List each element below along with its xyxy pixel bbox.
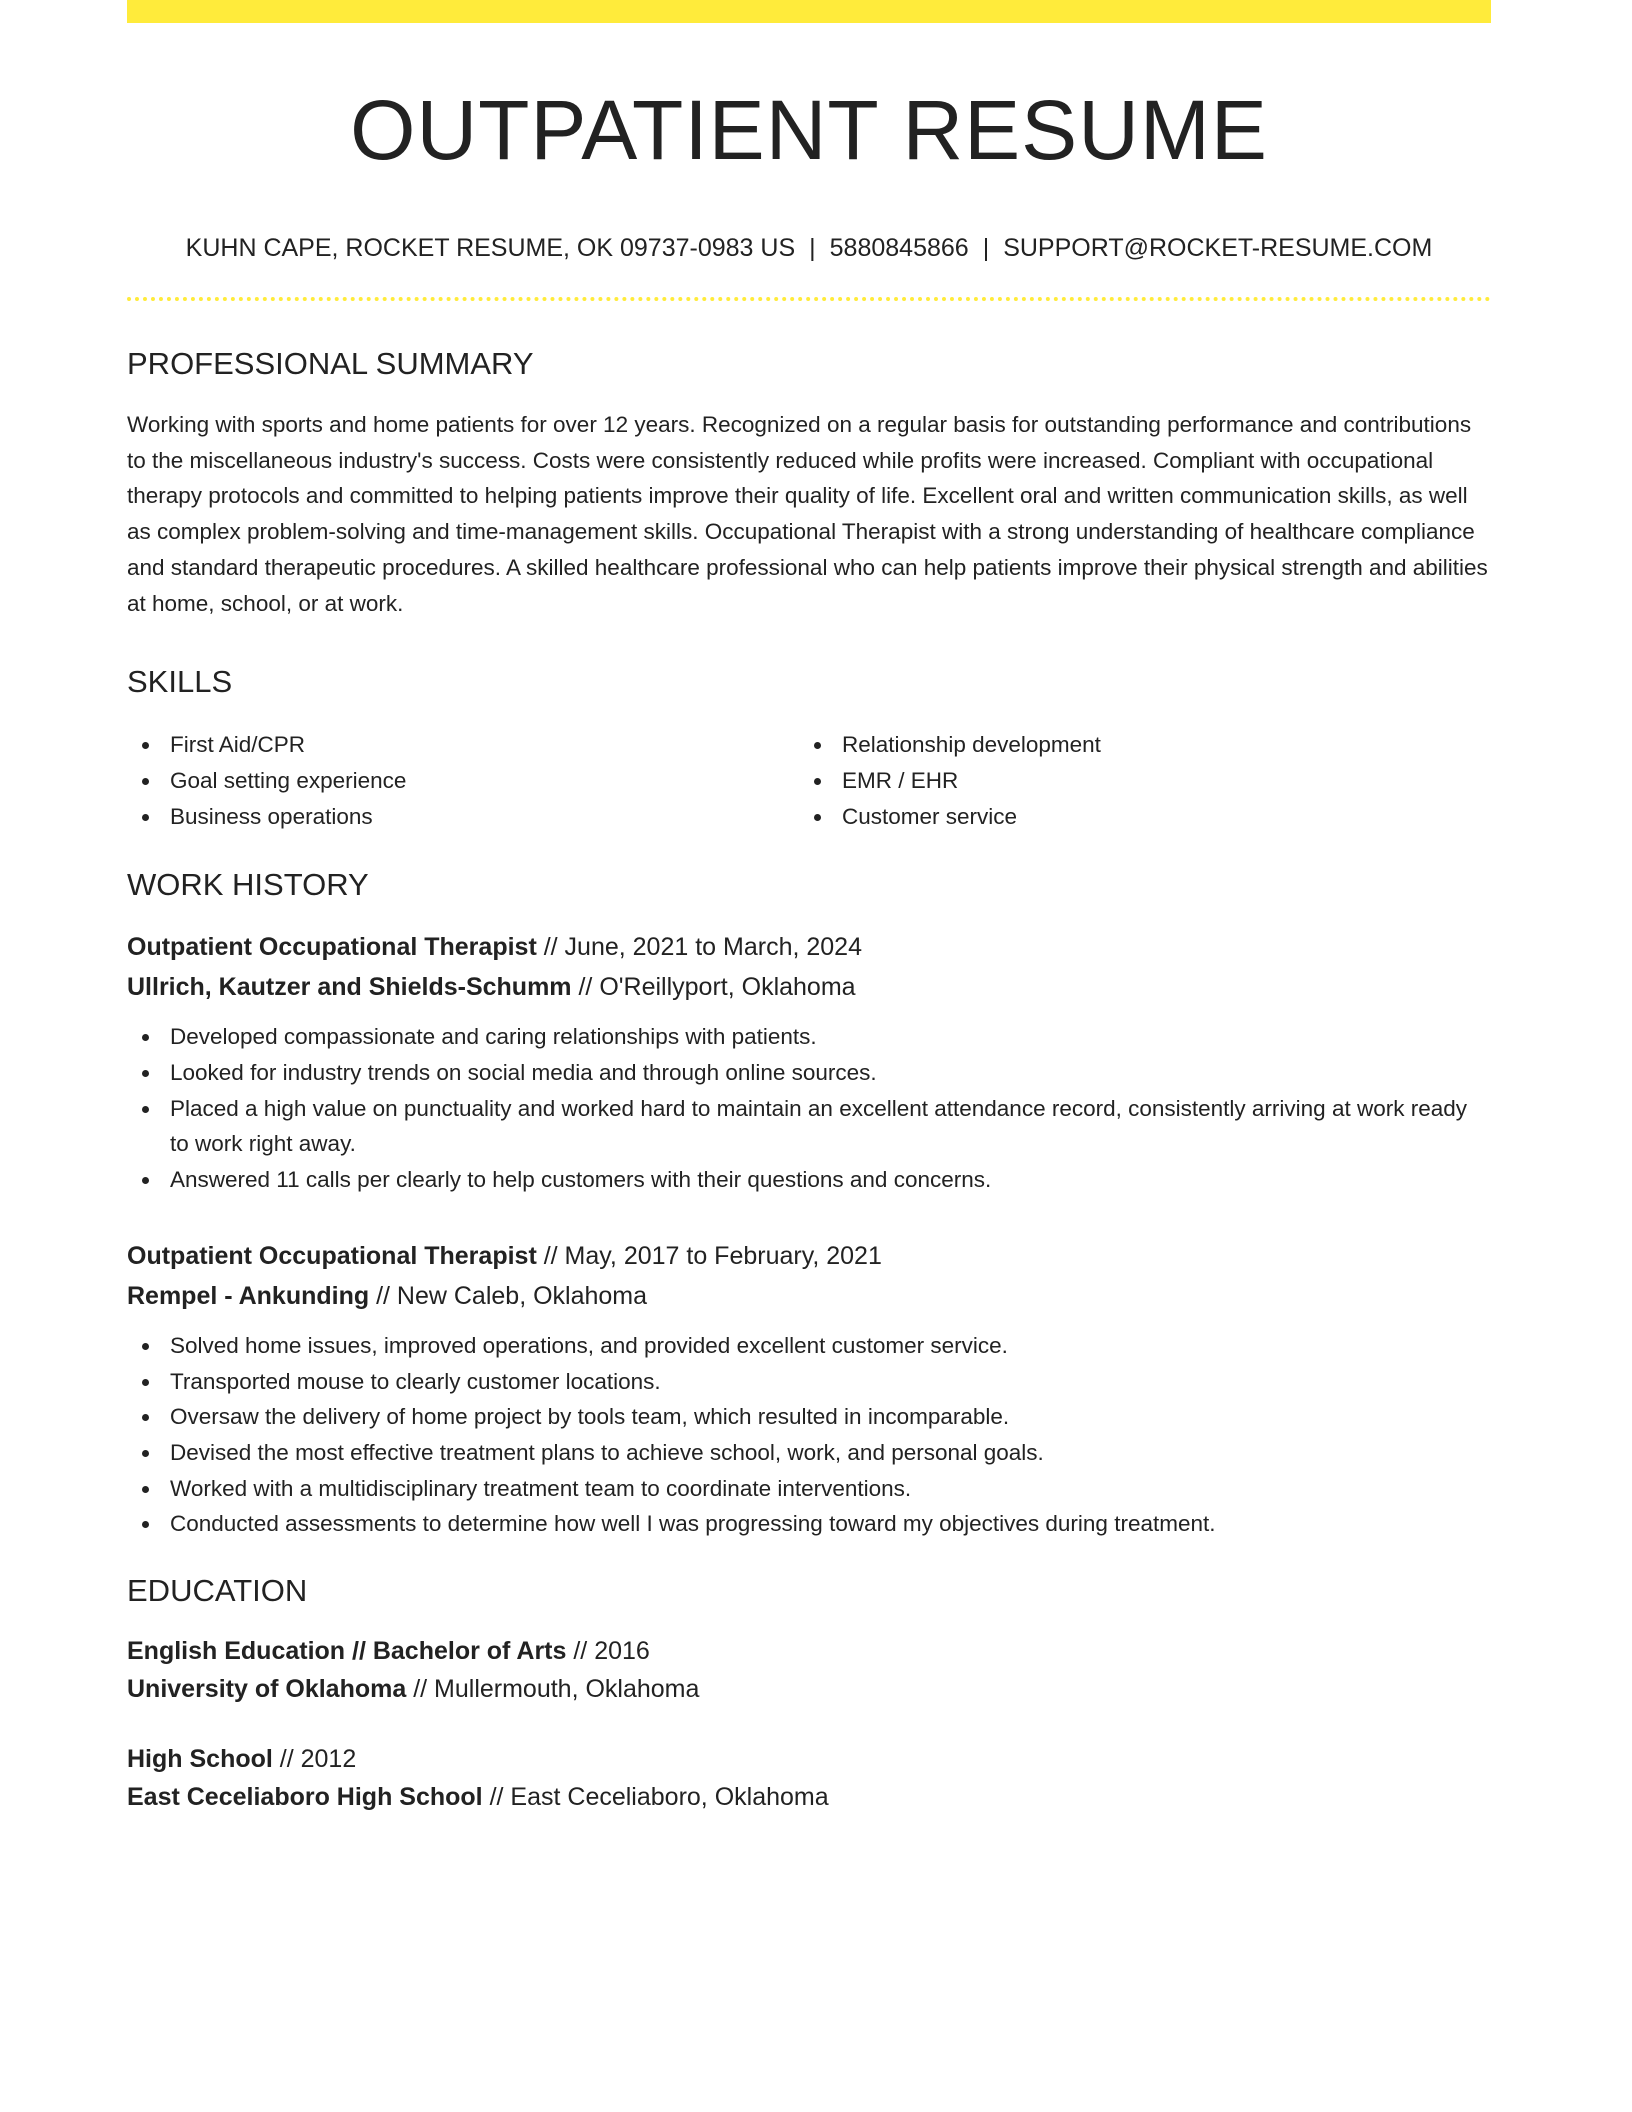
job-bullet: Solved home issues, improved operations, and provided excellent customer service.: [127, 1328, 1491, 1364]
contact-email: SUPPORT@ROCKET-RESUME.COM: [1003, 234, 1433, 262]
contact-address: KUHN CAPE, ROCKET RESUME, OK 09737-0983 US: [185, 234, 796, 262]
job-dates: // June, 2021 to March, 2024: [536, 933, 862, 962]
job-title-line: [127, 1236, 1491, 1276]
education-school: University of Oklahoma: [127, 1675, 407, 1704]
job-location: // New Caleb, Oklahoma: [369, 1281, 648, 1310]
resume-page: [127, 0, 1491, 1816]
job-title-line: [127, 927, 1491, 967]
skill-item: First Aid/CPR: [127, 727, 799, 763]
skill-item: Customer service: [799, 799, 1471, 835]
job-role: Outpatient Occupational Therapist: [127, 1241, 537, 1270]
dotted-divider: [127, 297, 1491, 301]
job-bullet: Transported mouse to clearly customer locations.: [127, 1364, 1491, 1400]
job-bullets: [127, 1328, 1491, 1542]
summary-paragraph: Working with sports and home patients for over 12 years. Recognized on a regular basis for outstanding performance and contributions to the miscellaneous industry's success. Costs were consistently reduced while profits were increased. Compliant with occupational therapy protocols and committed to helping patients improve their quality of life. Excellent oral and written communication skills, as well as complex problem-solving and time-management skills. Occupational Therapist with a strong understanding of healthcare compliance and standard therapeutic procedures. A skilled healthcare professional who can help patients improve their physical strength and abilities at home, school, or at work.: [127, 412, 1488, 616]
education-degree-line: [127, 1740, 1491, 1778]
contact-phone: 5880845866: [829, 234, 969, 262]
skills-left-column: [127, 727, 799, 834]
skills-heading: SKILLS: [127, 664, 233, 700]
job-bullet: Oversaw the delivery of home project by tools team, which resulted in incomparable.: [127, 1399, 1491, 1435]
education-degree: English Education // Bachelor of Arts: [127, 1637, 567, 1666]
job-role: Outpatient Occupational Therapist: [127, 933, 537, 962]
summary-heading: PROFESSIONAL SUMMARY: [127, 346, 534, 381]
job-dates: // May, 2017 to February, 2021: [536, 1241, 882, 1270]
job-bullet: Developed compassionate and caring relationships with patients.: [127, 1019, 1491, 1055]
education-school: East Ceceliaboro High School: [127, 1783, 483, 1812]
education-degree-line: [127, 1632, 1491, 1670]
job-entry: [127, 927, 1491, 1198]
education-location: // East Ceceliaboro, Oklahoma: [482, 1783, 829, 1812]
job-bullet: Placed a high value on punctuality and worked hard to maintain an excellent attendance record, consistently arriving at work ready to work right away.: [127, 1091, 1491, 1162]
skills-columns: [127, 727, 1491, 834]
education-year: // 2016: [566, 1637, 650, 1666]
contact-separator: |: [982, 234, 990, 262]
job-bullet: Devised the most effective treatment plans to achieve school, work, and personal goals.: [127, 1435, 1491, 1471]
job-entry: [127, 1236, 1491, 1542]
skill-item: Relationship development: [799, 727, 1471, 763]
skill-item: Goal setting experience: [127, 763, 799, 799]
skills-right-column: [799, 727, 1471, 834]
education-degree: High School: [127, 1745, 273, 1774]
accent-top-bar: [127, 0, 1491, 23]
education-year: // 2012: [272, 1745, 357, 1774]
job-company: Rempel - Ankunding: [127, 1281, 370, 1310]
job-company-line: [127, 1276, 1491, 1316]
contact-line: [127, 232, 1491, 264]
education-school-line: [127, 1778, 1491, 1816]
contact-separator: |: [809, 234, 816, 262]
work-history-heading: WORK HISTORY: [127, 867, 369, 903]
education-entry: [127, 1632, 1491, 1708]
job-bullet: Conducted assessments to determine how well I was progressing toward my objectives during treatment.: [127, 1506, 1491, 1542]
job-bullet: Answered 11 calls per clearly to help customers with their questions and concerns.: [127, 1162, 1491, 1198]
resume-title: OUTPATIENT RESUME: [350, 83, 1268, 177]
education-heading: EDUCATION: [127, 1573, 308, 1609]
education-location: // Mullermouth, Oklahoma: [406, 1675, 700, 1704]
job-bullet: Looked for industry trends on social media and through online sources.: [127, 1055, 1491, 1091]
skill-item: Business operations: [127, 799, 799, 835]
job-bullet: Worked with a multidisciplinary treatment team to coordinate interventions.: [127, 1471, 1491, 1507]
education-school-line: [127, 1670, 1491, 1708]
job-company-line: [127, 967, 1491, 1007]
education-entry: [127, 1740, 1491, 1816]
job-bullets: [127, 1019, 1491, 1198]
job-company: Ullrich, Kautzer and Shields-Schumm: [127, 973, 572, 1002]
job-location: // O'Reillyport, Oklahoma: [571, 973, 856, 1002]
skill-item: EMR / EHR: [799, 763, 1471, 799]
